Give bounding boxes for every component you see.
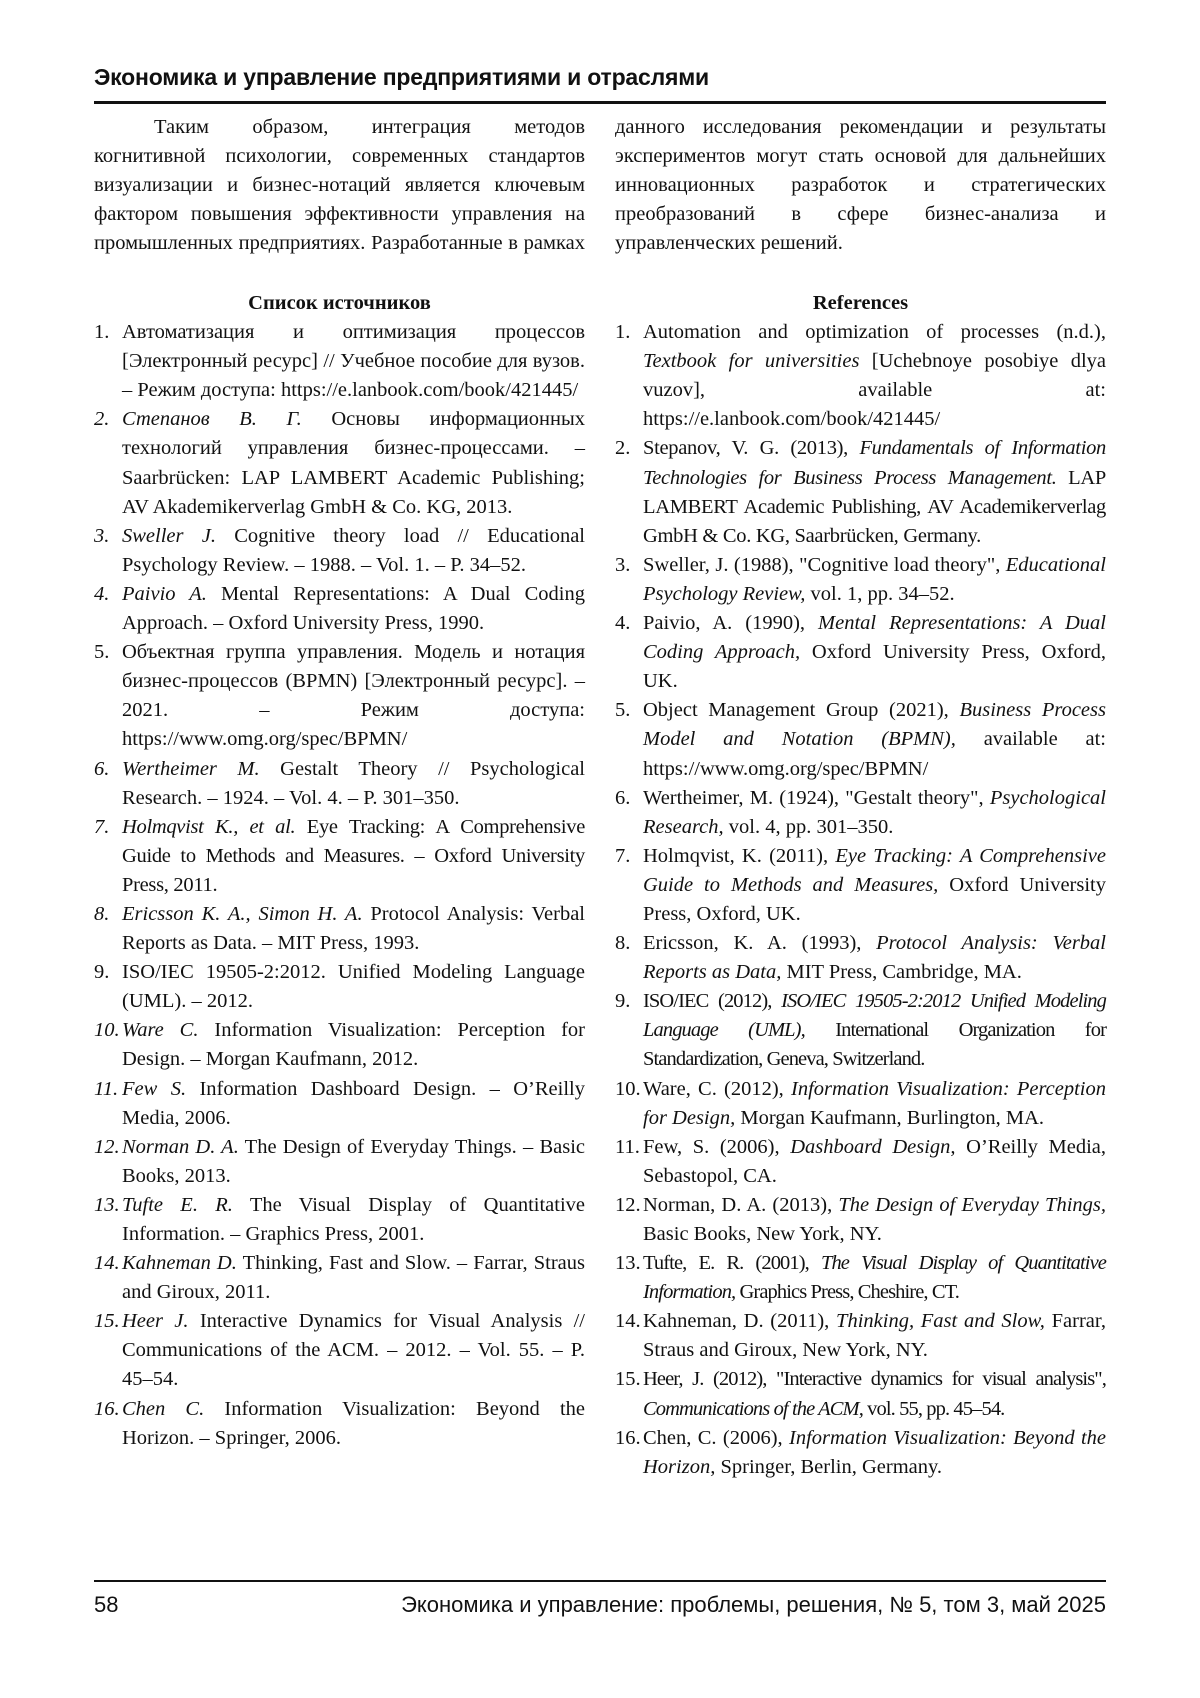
reference-text: [643, 1249, 1106, 1307]
reference-number: 4.: [94, 580, 122, 638]
reference-text: [643, 1365, 1106, 1423]
reference-text: [643, 842, 1106, 929]
reference-number: 3.: [94, 522, 122, 580]
reference-item: [94, 755, 585, 813]
reference-segment: Information Dashboard Design. – O’Reilly Media, 2006.: [122, 1078, 585, 1129]
reference-text: [122, 813, 585, 900]
reference-text: [122, 1016, 585, 1074]
reference-item: [94, 813, 585, 900]
reference-italic-segment: Dashboard Design,: [790, 1136, 955, 1158]
reference-italic-segment: Business Process Model and Notation (BPMN),: [643, 699, 1106, 750]
reference-segment: Ware, C. (2012),: [643, 1078, 791, 1100]
journal-title: Экономика и управление: проблемы, решения, № 5, том 3, май 2025: [401, 1592, 1106, 1618]
reference-segment: Основы информационных технологий управления бизнес-процессами. – Saarbrücken: LAP LAMBERT Academic Publishing; AV Akademikerverlag GmbH & Co. KG, 2013.: [122, 408, 585, 517]
reference-italic-segment: Mental Representations: A Dual Coding Approach,: [643, 612, 1106, 663]
reference-number: 13.: [94, 1191, 122, 1249]
reference-number: 1.: [94, 318, 122, 405]
reference-segment: The Design of Everyday Things. – Basic Books, 2013.: [122, 1136, 585, 1187]
reference-segment: Heer, J. (2012), "Interactive dynamics for visual analysis",: [643, 1368, 1106, 1390]
reference-item: [615, 1191, 1106, 1249]
reference-italic-segment: Sweller J.: [122, 525, 216, 547]
reference-segment: Chen, C. (2006),: [643, 1427, 789, 1449]
reference-segment: Sweller, J. (1988), "Cognitive load theory",: [643, 554, 1006, 576]
reference-item: [615, 987, 1106, 1074]
reference-segment: Norman, D. A. (2013),: [643, 1194, 838, 1216]
reference-segment: Wertheimer, M. (1924), "Gestalt theory",: [643, 787, 990, 809]
reference-number: 14.: [615, 1307, 643, 1365]
reference-segment: Information Visualization: Beyond the Horizon. – Springer, 2006.: [122, 1398, 585, 1449]
reference-item: [615, 434, 1106, 550]
sources-ru-section: [94, 289, 585, 1453]
reference-text: [643, 1191, 1106, 1249]
reference-segment: Thinking, Fast and Slow. – Farrar, Straus and Giroux, 2011.: [122, 1252, 585, 1303]
reference-segment: Автоматизация и оптимизация процессов [Электронный ресурс] // Учебное пособие для вузов. – Режим доступа: https://e.lanbook.com/book/421445/: [122, 321, 585, 401]
reference-segment: Tufte, E. R. (2001),: [643, 1252, 821, 1274]
reference-segment: Cognitive theory load // Educational Psychology Review. – 1988. – Vol. 1. – P. 34–52.: [122, 525, 585, 576]
reference-segment: Interactive Dynamics for Visual Analysis // Communications of the ACM. – 2012. – Vol. 55. – P. 45–54.: [122, 1310, 585, 1390]
reference-text: [643, 551, 1106, 609]
reference-item: [615, 929, 1106, 987]
reference-segment: Mental Representations: A Dual Coding Approach. – Oxford University Press, 1990.: [122, 583, 585, 634]
reference-italic-segment: Communications of the ACM,: [643, 1398, 863, 1420]
reference-italic-segment: Chen C.: [122, 1398, 204, 1420]
reference-text: [643, 434, 1106, 550]
reference-segment: Eye Tracking: A Comprehensive Guide to Methods and Measures. – Oxford University Press, 2011.: [122, 816, 585, 896]
reference-italic-segment: Protocol Analysis: Verbal Reports as Data,: [643, 932, 1106, 983]
reference-number: 14.: [94, 1249, 122, 1307]
reference-segment: Basic Books, New York, NY.: [643, 1223, 882, 1245]
reference-number: 16.: [615, 1424, 643, 1482]
reference-item: [615, 784, 1106, 842]
reference-item: [94, 1016, 585, 1074]
reference-segment: ISO/IEC 19505-2:2012. Unified Modeling Language (UML). – 2012.: [122, 961, 585, 1012]
reference-item: [94, 638, 585, 754]
reference-segment: [Uchebnoye posobiye dlya vuzov], available at: https://e.lanbook.com/book/421445/: [643, 350, 1106, 430]
reference-number: 9.: [615, 987, 643, 1074]
reference-segment: Information Visualization: Perception for Design. – Morgan Kaufmann, 2012.: [122, 1019, 585, 1070]
reference-text: [643, 987, 1106, 1074]
reference-text: [643, 1307, 1106, 1365]
reference-number: 13.: [615, 1249, 643, 1307]
running-head: Экономика и управление предприятиями и отраслями: [94, 64, 709, 91]
reference-italic-segment: Heer J.: [122, 1310, 189, 1332]
reference-italic-segment: Few S.: [122, 1078, 186, 1100]
reference-text: [122, 958, 585, 1016]
reference-item: [615, 696, 1106, 783]
reference-number: 12.: [94, 1133, 122, 1191]
reference-italic-segment: Wertheimer M.: [122, 758, 260, 780]
reference-segment: available at: https://www.omg.org/spec/BPMN/: [643, 728, 1106, 779]
reference-number: 8.: [94, 900, 122, 958]
reference-text: [122, 638, 585, 754]
reference-italic-segment: Textbook for universities: [643, 350, 859, 372]
reference-item: [94, 405, 585, 521]
reference-italic-segment: Kahneman D.: [122, 1252, 237, 1274]
reference-text: [122, 755, 585, 813]
reference-segment: Oxford University Press, Oxford, UK.: [643, 874, 1106, 925]
reference-italic-segment: Ware C.: [122, 1019, 198, 1041]
reference-item: [615, 842, 1106, 929]
footer-rule: [94, 1580, 1106, 1582]
reference-segment: Kahneman, D. (2011),: [643, 1310, 836, 1332]
reference-text: [122, 580, 585, 638]
reference-number: 1.: [615, 318, 643, 434]
reference-italic-segment: Educational Psychology Review,: [643, 554, 1106, 605]
reference-segment: Holmqvist, K. (2011),: [643, 845, 835, 867]
page-number: 58: [94, 1592, 118, 1618]
reference-italic-segment: Norman D. A.: [122, 1136, 239, 1158]
reference-number: 2.: [615, 434, 643, 550]
reference-item: [94, 1133, 585, 1191]
reference-item: [615, 1249, 1106, 1307]
reference-number: 4.: [615, 609, 643, 696]
reference-italic-segment: Eye Tracking: A Comprehensive Guide to Methods and Measures,: [643, 845, 1106, 896]
reference-text: [643, 784, 1106, 842]
reference-number: 11.: [94, 1075, 122, 1133]
reference-italic-segment: Tufte E. R.: [122, 1194, 233, 1216]
reference-text: [643, 1133, 1106, 1191]
reference-text: [122, 522, 585, 580]
reference-segment: Morgan Kaufmann, Burlington, MA.: [735, 1107, 1044, 1129]
reference-segment: vol. 55, pp. 45–54.: [863, 1398, 1004, 1420]
sources-ru-heading: Список источников: [94, 289, 585, 318]
reference-item: [615, 318, 1106, 434]
reference-italic-segment: Ericsson K. A., Simon H. A.: [122, 903, 363, 925]
reference-segment: Protocol Analysis: Verbal Reports as Data. – MIT Press, 1993.: [122, 903, 585, 954]
reference-segment: Springer, Berlin, Germany.: [715, 1456, 942, 1478]
reference-number: 15.: [94, 1307, 122, 1394]
references-en-list: [615, 318, 1106, 1482]
reference-number: 11.: [615, 1133, 643, 1191]
reference-item: [94, 900, 585, 958]
reference-segment: Farrar, Straus and Giroux, New York, NY.: [643, 1310, 1106, 1361]
reference-number: 10.: [94, 1016, 122, 1074]
reference-item: [615, 1424, 1106, 1482]
reference-number: 6.: [94, 755, 122, 813]
reference-number: 8.: [615, 929, 643, 987]
reference-number: 5.: [615, 696, 643, 783]
reference-text: [122, 900, 585, 958]
reference-segment: Graphics Press, Cheshire, CT.: [735, 1281, 959, 1303]
sources-ru-list: [94, 318, 585, 1453]
reference-number: 6.: [615, 784, 643, 842]
reference-text: [122, 1395, 585, 1453]
reference-italic-segment: Information Visualization: Perception for Design,: [643, 1078, 1106, 1129]
conclusion-text: Таким образом, интеграция методов когнитивной психологии, современных стандартов визуализации и бизнес-нотаций является ключевым фактором повышения эффективности управления на промышленных предприятиях. Разработанные в рамках данного исследования рекомендации и результаты экспериментов могут стать основой для дальнейших инновационных разработок и стратегических преобразований в сфере бизнес-анализа и управленческих решений.: [94, 113, 1106, 258]
reference-segment: Ericsson, K. A. (1993),: [643, 932, 876, 954]
reference-segment: Объектная группа управления. Модель и нотация бизнес-процессов (BPMN) [Электронный ресурс]. – 2021. – Режим доступа: https://www.omg.org/spec/BPMN/: [122, 641, 585, 750]
reference-item: [94, 522, 585, 580]
reference-item: [615, 551, 1106, 609]
reference-italic-segment: ISO/IEC 19505-2:2012 Unified Modeling Language (UML),: [643, 990, 1106, 1041]
reference-segment: Automation and optimization of processes (n.d.),: [643, 321, 1106, 343]
reference-item: [94, 1075, 585, 1133]
reference-segment: The Visual Display of Quantitative Information. – Graphics Press, 2001.: [122, 1194, 585, 1245]
reference-text: [122, 1249, 585, 1307]
reference-segment: Few, S. (2006),: [643, 1136, 790, 1158]
reference-number: 12.: [615, 1191, 643, 1249]
reference-text: [643, 929, 1106, 987]
reference-text: [122, 1075, 585, 1133]
references-en-heading: References: [615, 289, 1106, 318]
reference-segment: Object Management Group (2021),: [643, 699, 959, 721]
reference-segment: O’Reilly Media, Sebastopol, CA.: [643, 1136, 1106, 1187]
reference-item: [615, 1365, 1106, 1423]
reference-segment: Stepanov, V. G. (2013),: [643, 437, 859, 459]
reference-number: 5.: [94, 638, 122, 754]
reference-italic-segment: Степанов В. Г.: [122, 408, 302, 430]
reference-number: 15.: [615, 1365, 643, 1423]
reference-italic-segment: Paivio A.: [122, 583, 207, 605]
reference-segment: Paivio, A. (1990),: [643, 612, 818, 634]
reference-segment: International Organization for Standardization, Geneva, Switzerland.: [643, 1019, 1106, 1070]
reference-italic-segment: Thinking, Fast and Slow,: [836, 1310, 1045, 1332]
reference-item: [615, 1133, 1106, 1191]
reference-text: [122, 1307, 585, 1394]
reference-item: [94, 580, 585, 638]
reference-text: [643, 1424, 1106, 1482]
reference-text: [122, 405, 585, 521]
references-en-section: [615, 289, 1106, 1482]
reference-segment: ISO/IEC (2012),: [643, 990, 781, 1012]
reference-number: 7.: [94, 813, 122, 900]
reference-item: [615, 1307, 1106, 1365]
reference-text: [122, 318, 585, 405]
reference-segment: Oxford University Press, Oxford, UK.: [643, 641, 1106, 692]
reference-italic-segment: Psychological Research,: [643, 787, 1106, 838]
reference-text: [122, 1191, 585, 1249]
reference-italic-segment: Information Visualization: Beyond the Horizon,: [643, 1427, 1106, 1478]
header-rule: [94, 101, 1106, 104]
reference-text: [643, 696, 1106, 783]
reference-text: [643, 318, 1106, 434]
reference-number: 3.: [615, 551, 643, 609]
reference-italic-segment: Holmqvist K., et al.: [122, 816, 295, 838]
reference-number: 9.: [94, 958, 122, 1016]
reference-number: 2.: [94, 405, 122, 521]
reference-italic-segment: The Design of Everyday Things,: [838, 1194, 1106, 1216]
reference-segment: vol. 1, pp. 34–52.: [805, 583, 954, 605]
reference-item: [94, 1395, 585, 1453]
reference-number: 16.: [94, 1395, 122, 1453]
reference-text: [643, 609, 1106, 696]
reference-item: [94, 958, 585, 1016]
reference-number: 7.: [615, 842, 643, 929]
reference-text: [643, 1075, 1106, 1133]
reference-item: [94, 1191, 585, 1249]
reference-segment: MIT Press, Cambridge, MA.: [781, 961, 1022, 983]
reference-text: [122, 1133, 585, 1191]
reference-segment: vol. 4, pp. 301–350.: [724, 816, 894, 838]
reference-italic-segment: The Visual Display of Quantitative Information,: [643, 1252, 1106, 1303]
conclusion-paragraph: [94, 113, 1106, 259]
reference-segment: Gestalt Theory // Psychological Research. – 1924. – Vol. 4. – P. 301–350.: [122, 758, 585, 809]
reference-item: [94, 1307, 585, 1394]
reference-number: 10.: [615, 1075, 643, 1133]
reference-item: [94, 318, 585, 405]
reference-segment: LAP LAMBERT Academic Publishing, AV Academikerverlag GmbH & Co. KG, Saarbrücken, Germany.: [643, 467, 1106, 547]
reference-item: [615, 609, 1106, 696]
reference-item: [615, 1075, 1106, 1133]
reference-italic-segment: Fundamentals of Information Technologies for Business Process Management.: [643, 437, 1106, 488]
reference-item: [94, 1249, 585, 1307]
